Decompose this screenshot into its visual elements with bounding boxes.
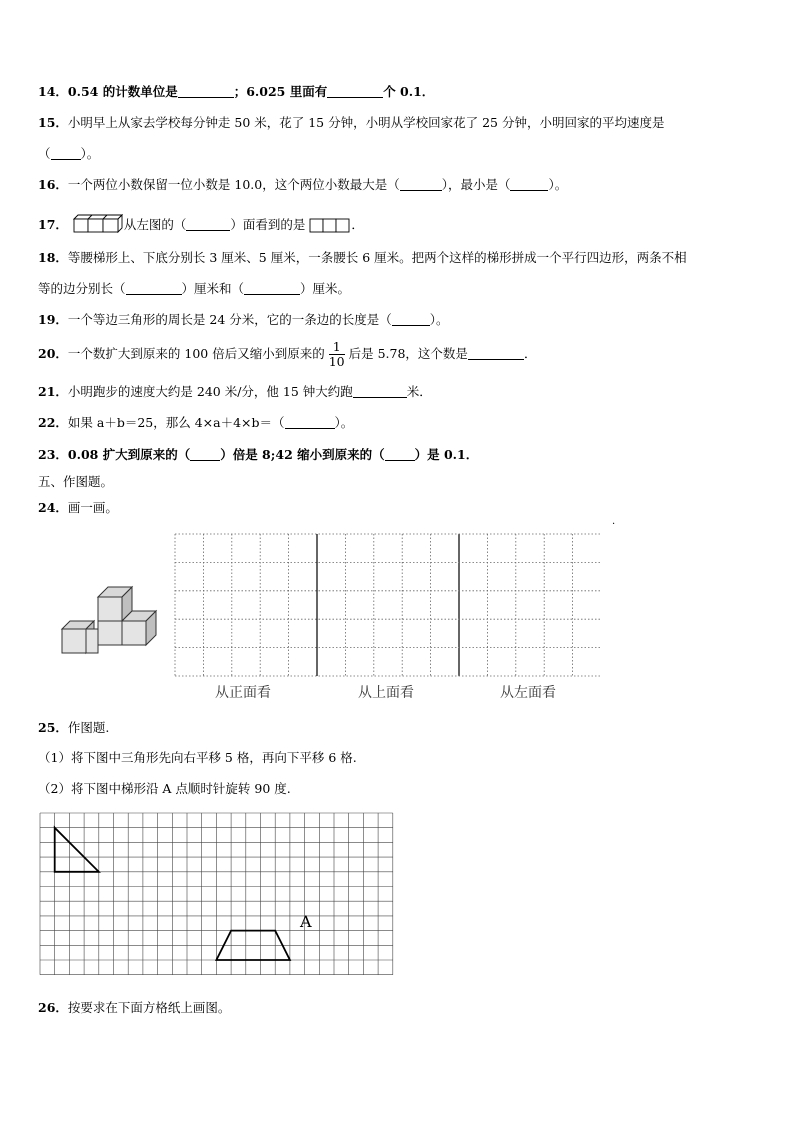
transformation-grid [38, 810, 398, 985]
question-number: 16． [38, 177, 68, 192]
paren-close: ）。 [80, 146, 100, 161]
answer-blank[interactable] [285, 416, 335, 429]
question-16 [38, 177, 567, 193]
q17-text-a: 从左图的（ [123, 217, 187, 232]
q18-text-a: 等的边分别长（ [38, 281, 126, 296]
answer-blank[interactable] [327, 85, 383, 98]
q18-text-c: ）厘米。 [300, 281, 351, 296]
question-number: 15． [38, 115, 68, 130]
q23-text-b: ）倍是 8;42 缩小到原来的（ [220, 447, 385, 462]
q14-text-a: 0.54 的计数单位是 [67, 84, 178, 99]
question-25-sub1: （1）将下图中三角形先向右平移 5 格，再向下平移 6 格. [38, 750, 357, 765]
q25-text: 作图题. [67, 720, 110, 735]
answer-blank[interactable] [385, 448, 415, 461]
fraction-denominator: 10 [328, 354, 345, 369]
question-number: 25． [38, 720, 68, 735]
question-number: 22． [38, 415, 68, 430]
q20-text-a: 一个数扩大到原来的 100 倍后又缩小到原来的 [67, 346, 325, 361]
question-25-sub2: （2）将下图中梯形沿 A 点顺时针旋转 90 度. [38, 781, 291, 796]
answer-blank[interactable] [186, 218, 230, 231]
question-18 [38, 250, 687, 266]
question-17 [38, 213, 364, 233]
q19-text-a: 一个等边三角形的周长是 24 分米，它的一条边的长度是（ [67, 312, 392, 327]
q26-text: 按要求在下面方格纸上画图。 [67, 1000, 231, 1015]
question-24 [38, 500, 118, 516]
section-heading: 五、作图题。 [38, 474, 114, 489]
q18-text: 等腰梯形上、下底分别长 3 厘米、5 厘米，一条腰长 6 厘米。把两个这样的梯形拼成一个平行四边形，两条不相 [67, 250, 687, 265]
question-number: 20． [38, 346, 68, 361]
cube-stack-drawing [56, 585, 162, 663]
answer-blank[interactable] [178, 85, 234, 98]
q17-text-c: ． [351, 217, 364, 232]
stray-dot: . [612, 516, 616, 527]
question-19 [38, 312, 449, 328]
fraction-numerator: 1 [329, 340, 345, 355]
paren-open: （ [38, 146, 51, 161]
answer-blank[interactable] [190, 448, 220, 461]
answer-blank[interactable] [468, 347, 524, 360]
q20-text-c: ． [523, 346, 537, 361]
top-view-label: 从上面看 [358, 685, 414, 701]
answer-blank[interactable] [392, 313, 430, 326]
question-22 [38, 415, 353, 431]
question-20 [38, 340, 536, 369]
q22-text-b: ）。 [334, 415, 354, 430]
q16-text-b: ），最小是（ [441, 177, 511, 192]
point-a-label: A [300, 912, 312, 931]
q23-text-a: 0.08 扩大到原来的（ [67, 447, 191, 462]
question-26 [38, 1000, 230, 1016]
cube-row-icon [72, 213, 124, 233]
answer-blank[interactable] [126, 282, 182, 295]
answer-blank[interactable] [244, 282, 300, 295]
question-number: 24． [38, 500, 68, 515]
question-number: 14． [38, 84, 68, 99]
answer-blank[interactable] [400, 178, 442, 191]
question-number: 18． [38, 250, 68, 265]
question-15-cont [38, 146, 99, 162]
front-view-label: 从正面看 [215, 685, 271, 701]
q20-text-b: 后是 5.78，这个数是 [348, 346, 468, 361]
question-14 [38, 84, 434, 100]
question-number: 26． [38, 1000, 68, 1015]
q16-text-c: ）。 [548, 177, 568, 192]
answer-blank[interactable] [353, 385, 407, 398]
q14-text-b: ；6.025 里面有 [233, 84, 328, 99]
q24-text: 画一画。 [67, 500, 118, 515]
question-25 [38, 720, 109, 736]
three-view-grids [174, 532, 600, 680]
q17-text-b: ）面看到的是 [230, 217, 306, 232]
q23-text-c: ）是 0.1． [414, 447, 479, 462]
q14-text-c: 个 0.1． [383, 84, 435, 99]
question-15 [38, 115, 664, 131]
q16-text-a: 一个两位小数保留一位小数是 10.0，这个两位小数最大是（ [67, 177, 400, 192]
q18-text-b: ）厘米和（ [181, 281, 245, 296]
fraction [329, 340, 345, 369]
question-number: 23． [38, 447, 68, 462]
q22-text-a: 如果 a＋b＝25，那么 4×a＋4×b＝（ [67, 415, 285, 430]
left-view-label: 从左面看 [500, 685, 556, 701]
three-squares-icon [309, 217, 351, 233]
question-number: 17． [38, 217, 68, 232]
answer-blank[interactable] [51, 147, 81, 160]
question-21 [38, 384, 432, 400]
q15-text: 小明早上从家去学校每分钟走 50 米，花了 15 分钟，小明从学校回家花了 25 分钟，小明回家的平均速度是 [67, 115, 665, 130]
question-number: 19． [38, 312, 68, 327]
q19-text-b: ）。 [429, 312, 449, 327]
question-23 [38, 447, 478, 463]
question-18-cont [38, 281, 350, 297]
q21-text-a: 小明跑步的速度大约是 240 米/分，他 15 钟大约跑 [67, 384, 353, 399]
question-number: 21． [38, 384, 68, 399]
q21-text-b: 米． [406, 384, 432, 399]
right-triangle-shape [55, 828, 99, 872]
answer-blank[interactable] [510, 178, 548, 191]
